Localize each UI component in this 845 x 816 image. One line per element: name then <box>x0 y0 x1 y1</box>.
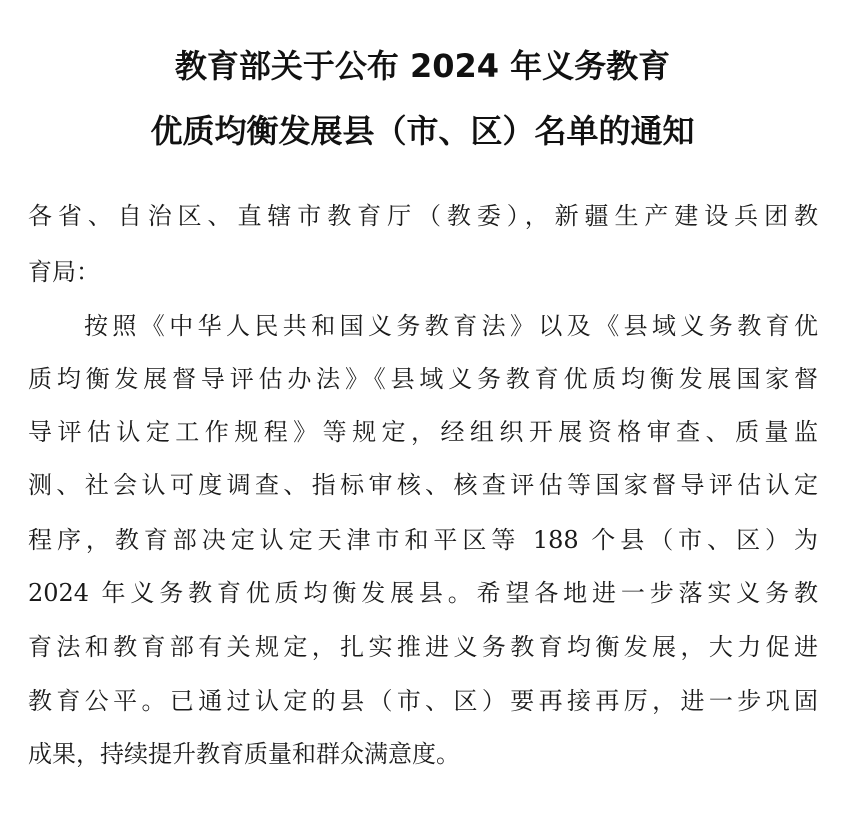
notice-title-line-2: 优质均衡发展县（市、区）名单的通知 <box>150 112 695 150</box>
body-paragraph-line-1: 按照《中华人民共和国义务教育法》以及《县域义务教育优 <box>84 312 818 340</box>
body-paragraph-line-2: 质均衡发展督导评估办法》《县域义务教育优质均衡发展国家督 <box>28 365 818 393</box>
body-paragraph-line-8: 教育公平。已通过认定的县（市、区）要再接再厉，进一步巩固 <box>28 687 818 715</box>
body-paragraph-line-9: 成果，持续提升教育质量和群众满意度。 <box>28 740 460 768</box>
body-paragraph-line-6: 2024 年义务教育优质均衡发展县。希望各地进一步落实义务教 <box>28 579 818 607</box>
body-paragraph-line-7: 育法和教育部有关规定，扎实推进义务教育均衡发展，大力促进 <box>28 633 818 661</box>
salutation-line-1: 各省、自治区、直辖市教育厅（教委），新疆生产建设兵团教 <box>28 202 818 230</box>
body-paragraph-line-4: 测、社会认可度调查、指标审核、核查评估等国家督导评估认定 <box>28 471 818 499</box>
salutation-line-2: 育局： <box>28 258 100 286</box>
body-paragraph-line-5: 程序，教育部决定认定天津市和平区等 188 个县（市、区）为 <box>28 526 818 554</box>
notice-title-line-1: 教育部关于公布 2024 年义务教育 <box>174 47 671 85</box>
body-paragraph-line-3: 导评估认定工作规程》等规定，经组织开展资格审查、质量监 <box>28 418 818 446</box>
